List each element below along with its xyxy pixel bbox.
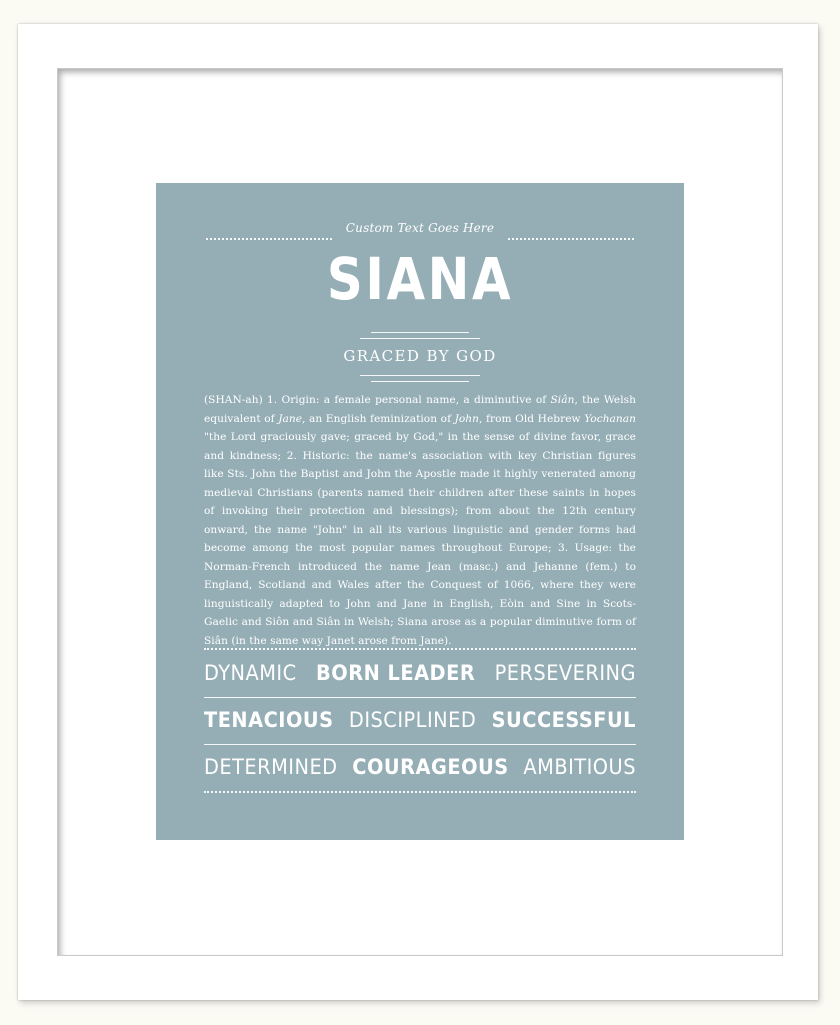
name-title: SIANA bbox=[326, 245, 514, 313]
trait-word: PERSEVERING bbox=[494, 661, 636, 686]
trait-word: SUCCESSFUL bbox=[491, 708, 636, 733]
trait-divider-2 bbox=[204, 744, 636, 745]
divider-line-bottom-2 bbox=[371, 381, 469, 382]
dotted-rule-traits-bottom bbox=[204, 791, 636, 793]
divider-line-bottom-1 bbox=[360, 375, 480, 376]
dotted-rule-right bbox=[508, 238, 634, 240]
dotted-rule-traits-top bbox=[204, 648, 636, 650]
traits-row-1 bbox=[204, 659, 636, 689]
trait-word: DYNAMIC bbox=[204, 661, 297, 686]
custom-text: Custom Text Goes Here bbox=[345, 221, 495, 235]
name-meaning: GRACED BY GOD bbox=[343, 347, 497, 365]
trait-divider-1 bbox=[204, 697, 636, 698]
trait-word: AMBITIOUS bbox=[523, 755, 636, 780]
name-definition: (SHAN-ah) 1. Origin: a female personal name, a diminutive of Siân, the Welsh equivalent of Jane, an English feminization of John, from Old Hebrew Yochanan "the Lord graciously gave; graced by God," in the sense of divine favor, grace and kindness; 2. Historic: the name's association with key Christian figures like Sts. John the Baptist and John the Apostle made it highly venerated among medieval Christians (parents named their children after these saints in hopes of invoking their protection and blessings); from about the 12th century onward, the name "John" in all its various linguistic and gender forms had become among the most popular names throughout Europe; 3. Usage: the Norman-French introduced the name Jean (masc.) and Jehanne (fem.) to England, Scotland and Wales after the Conquest of 1066, where they were linguistically adapted to John and Jane in English, Eòin and Sine in Scots-Gaelic and Siôn and Siân in Welsh; Siana arose as a popular diminutive form of Siân (in the same way Janet arose from Jane). bbox=[204, 394, 636, 647]
trait-word: DISCIPLINED bbox=[348, 708, 477, 733]
divider-line-top-1 bbox=[371, 332, 469, 333]
name-art-print bbox=[156, 183, 684, 840]
trait-word: DETERMINED bbox=[204, 755, 338, 780]
divider-line-top-2 bbox=[360, 338, 480, 339]
dotted-rule-left bbox=[206, 238, 332, 240]
traits-row-2 bbox=[204, 706, 636, 736]
trait-word: BORN LEADER bbox=[316, 661, 476, 686]
trait-word: COURAGEOUS bbox=[352, 755, 509, 780]
traits-row-3 bbox=[204, 753, 636, 783]
trait-word: TENACIOUS bbox=[204, 708, 334, 733]
